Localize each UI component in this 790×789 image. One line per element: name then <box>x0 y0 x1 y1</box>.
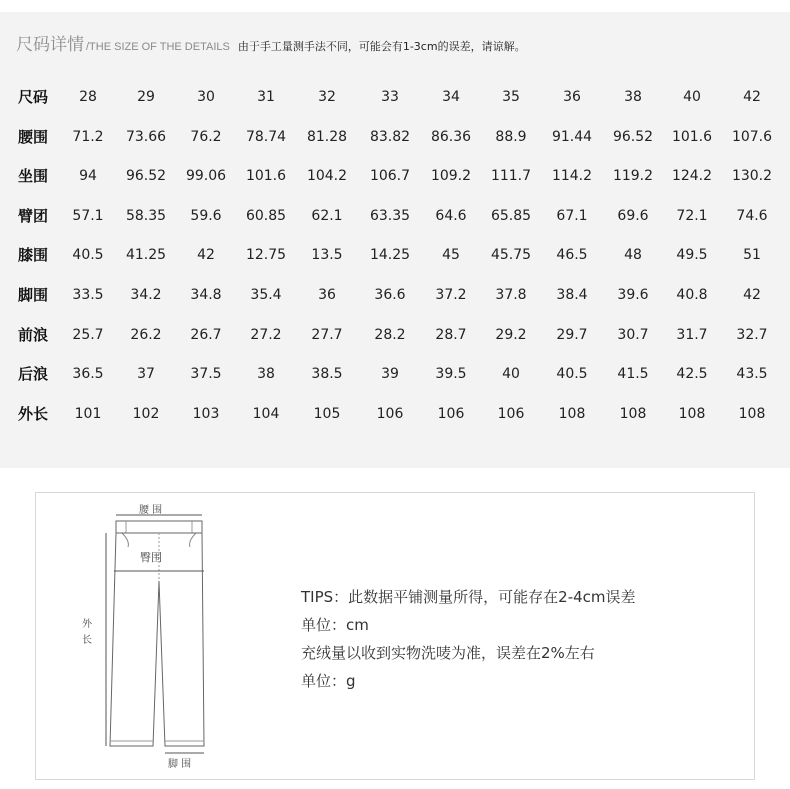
size-value-cell: 104 <box>252 405 280 422</box>
size-value-cell: 76.2 <box>190 128 222 145</box>
size-value-cell: 51 <box>743 247 761 264</box>
size-value-cell: 78.74 <box>245 128 287 145</box>
size-column-header: 36 <box>563 89 581 105</box>
size-value-cell: 49.5 <box>676 247 708 264</box>
size-value-cell: 69.6 <box>617 207 649 224</box>
size-value-cell: 41.25 <box>125 247 167 264</box>
size-value-cell: 36.5 <box>72 366 104 383</box>
size-value-cell: 28.7 <box>435 326 467 343</box>
size-row <box>0 157 790 197</box>
size-value-cell: 106 <box>497 405 525 422</box>
size-column-header: 30 <box>197 89 215 105</box>
size-value-cell: 29.2 <box>495 326 527 343</box>
size-value-cell: 91.44 <box>551 128 593 145</box>
size-value-cell: 104.2 <box>306 168 348 185</box>
size-value-cell: 35.4 <box>250 286 282 303</box>
size-column-header: 42 <box>743 89 761 105</box>
size-value-cell: 73.66 <box>125 128 167 145</box>
size-value-cell: 83.82 <box>369 128 411 145</box>
hip-diagram-label: 臀围 <box>140 551 162 564</box>
size-value-cell: 26.2 <box>130 326 162 343</box>
size-value-cell: 27.7 <box>311 326 343 343</box>
size-value-cell: 101.6 <box>245 168 287 185</box>
row-label: 坐围 <box>18 167 49 186</box>
measurement-diagram-panel <box>35 492 755 780</box>
row-label: 腰围 <box>18 127 49 146</box>
tips-line-1: TIPS：此数据平铺测量所得，可能存在2-4cm误差 <box>301 588 636 606</box>
size-value-cell: 101.6 <box>671 128 713 145</box>
size-table <box>0 78 790 434</box>
size-value-cell: 39 <box>381 366 399 383</box>
size-value-cell: 45 <box>442 247 460 264</box>
size-value-cell: 12.75 <box>245 247 287 264</box>
size-value-cell: 37.2 <box>435 286 467 303</box>
size-value-cell: 36 <box>318 286 336 303</box>
size-value-cell: 26.7 <box>190 326 222 343</box>
size-value-cell: 108 <box>678 405 706 422</box>
size-heading-subtitle: /THE SIZE OF THE DETAILS <box>86 41 230 53</box>
size-value-cell: 48 <box>624 247 642 264</box>
length-diagram-label-1: 外 <box>82 619 92 630</box>
row-label: 后浪 <box>18 365 49 384</box>
size-value-cell: 38.5 <box>311 366 343 383</box>
size-value-cell: 67.1 <box>556 207 588 224</box>
size-value-cell: 107.6 <box>731 128 773 145</box>
size-value-cell: 42.5 <box>676 366 708 383</box>
size-value-cell: 33.5 <box>72 286 104 303</box>
size-value-cell: 13.5 <box>311 247 343 264</box>
size-heading <box>16 30 526 55</box>
size-value-cell: 81.28 <box>306 128 348 145</box>
size-column-header: 28 <box>79 89 97 105</box>
size-value-cell: 57.1 <box>72 207 104 224</box>
size-row <box>0 118 790 158</box>
size-value-cell: 29.7 <box>556 326 588 343</box>
size-value-cell: 40 <box>502 366 520 383</box>
size-value-cell: 86.36 <box>430 128 472 145</box>
size-value-cell: 72.1 <box>676 207 708 224</box>
measurement-note: 由于手工量测手法不同，可能会有1-3cm的误差，请谅解。 <box>237 40 526 53</box>
size-value-cell: 101 <box>74 405 102 422</box>
size-value-cell: 37 <box>137 366 155 383</box>
size-value-cell: 111.7 <box>490 168 532 185</box>
size-value-cell: 103 <box>192 405 220 422</box>
row-label: 臂团 <box>18 206 49 225</box>
tips-line-2: 单位：cm <box>301 616 369 634</box>
size-value-cell: 96.52 <box>125 168 167 185</box>
size-column-header: 38 <box>624 89 642 105</box>
size-value-cell: 42 <box>743 286 761 303</box>
row-label: 膝围 <box>18 246 49 265</box>
size-column-header: 33 <box>381 89 399 105</box>
size-row <box>0 395 790 435</box>
size-column-header: 32 <box>318 89 336 105</box>
size-value-cell: 105 <box>313 405 341 422</box>
size-heading-title: 尺码详情 <box>16 35 84 55</box>
size-value-cell: 45.75 <box>490 247 532 264</box>
size-value-cell: 108 <box>738 405 766 422</box>
size-value-cell: 30.7 <box>617 326 649 343</box>
size-value-cell: 32.7 <box>736 326 768 343</box>
size-value-cell: 71.2 <box>72 128 104 145</box>
size-value-cell: 31.7 <box>676 326 708 343</box>
tips-block <box>301 583 636 695</box>
size-value-cell: 42 <box>197 247 215 264</box>
hem-diagram-label: 脚 围 <box>168 759 192 770</box>
size-value-cell: 62.1 <box>311 207 343 224</box>
size-value-cell: 28.2 <box>374 326 406 343</box>
size-value-cell: 106 <box>376 405 404 422</box>
size-value-cell: 102 <box>132 405 160 422</box>
size-value-cell: 108 <box>558 405 586 422</box>
size-value-cell: 109.2 <box>430 168 472 185</box>
tips-line-4: 单位：g <box>301 672 356 690</box>
size-row <box>0 236 790 276</box>
size-value-cell: 124.2 <box>671 168 713 185</box>
size-header-row <box>0 78 790 118</box>
size-column-header: 29 <box>137 89 155 105</box>
row-label: 尺码 <box>18 88 49 106</box>
size-value-cell: 25.7 <box>72 326 104 343</box>
size-value-cell: 40.5 <box>556 366 588 383</box>
size-value-cell: 58.35 <box>125 207 167 224</box>
size-value-cell: 114.2 <box>551 168 593 185</box>
size-value-cell: 41.5 <box>617 366 649 383</box>
size-value-cell: 27.2 <box>250 326 282 343</box>
size-value-cell: 119.2 <box>612 168 654 185</box>
size-value-cell: 99.06 <box>185 168 227 185</box>
row-label: 脚围 <box>18 285 49 304</box>
size-value-cell: 39.6 <box>617 286 649 303</box>
size-value-cell: 94 <box>79 168 97 185</box>
size-value-cell: 37.8 <box>495 286 527 303</box>
pants-diagram-icon <box>76 501 256 777</box>
size-value-cell: 34.8 <box>190 286 222 303</box>
size-value-cell: 59.6 <box>190 207 222 224</box>
size-column-header: 31 <box>257 89 275 105</box>
size-row <box>0 355 790 395</box>
row-label: 外长 <box>18 404 49 423</box>
size-value-cell: 74.6 <box>736 207 768 224</box>
tips-line-3: 充绒量以收到实物洗唛为准，误差在2%左右 <box>301 644 595 662</box>
size-row <box>0 276 790 316</box>
size-value-cell: 96.52 <box>612 128 654 145</box>
size-column-header: 40 <box>683 89 701 105</box>
size-value-cell: 39.5 <box>435 366 467 383</box>
size-value-cell: 37.5 <box>190 366 222 383</box>
size-value-cell: 46.5 <box>556 247 588 264</box>
size-value-cell: 106 <box>437 405 465 422</box>
size-value-cell: 40.8 <box>676 286 708 303</box>
size-row <box>0 197 790 237</box>
size-value-cell: 38 <box>257 366 275 383</box>
size-column-header: 34 <box>442 89 460 105</box>
row-label: 前浪 <box>18 325 49 344</box>
size-value-cell: 38.4 <box>556 286 588 303</box>
size-value-cell: 64.6 <box>435 207 467 224</box>
size-value-cell: 106.7 <box>369 168 411 185</box>
length-diagram-label-2: 长 <box>82 635 92 646</box>
size-value-cell: 60.85 <box>245 207 287 224</box>
size-value-cell: 14.25 <box>369 247 411 264</box>
size-value-cell: 63.35 <box>369 207 411 224</box>
size-details-panel <box>0 12 790 468</box>
size-value-cell: 65.85 <box>490 207 532 224</box>
size-column-header: 35 <box>502 89 520 105</box>
size-value-cell: 108 <box>619 405 647 422</box>
size-value-cell: 130.2 <box>731 168 773 185</box>
size-value-cell: 36.6 <box>374 286 406 303</box>
size-value-cell: 88.9 <box>495 128 527 145</box>
size-value-cell: 43.5 <box>736 366 768 383</box>
size-row <box>0 316 790 356</box>
size-value-cell: 34.2 <box>130 286 162 303</box>
waist-diagram-label: 腰 围 <box>139 505 163 516</box>
size-value-cell: 40.5 <box>72 247 104 264</box>
